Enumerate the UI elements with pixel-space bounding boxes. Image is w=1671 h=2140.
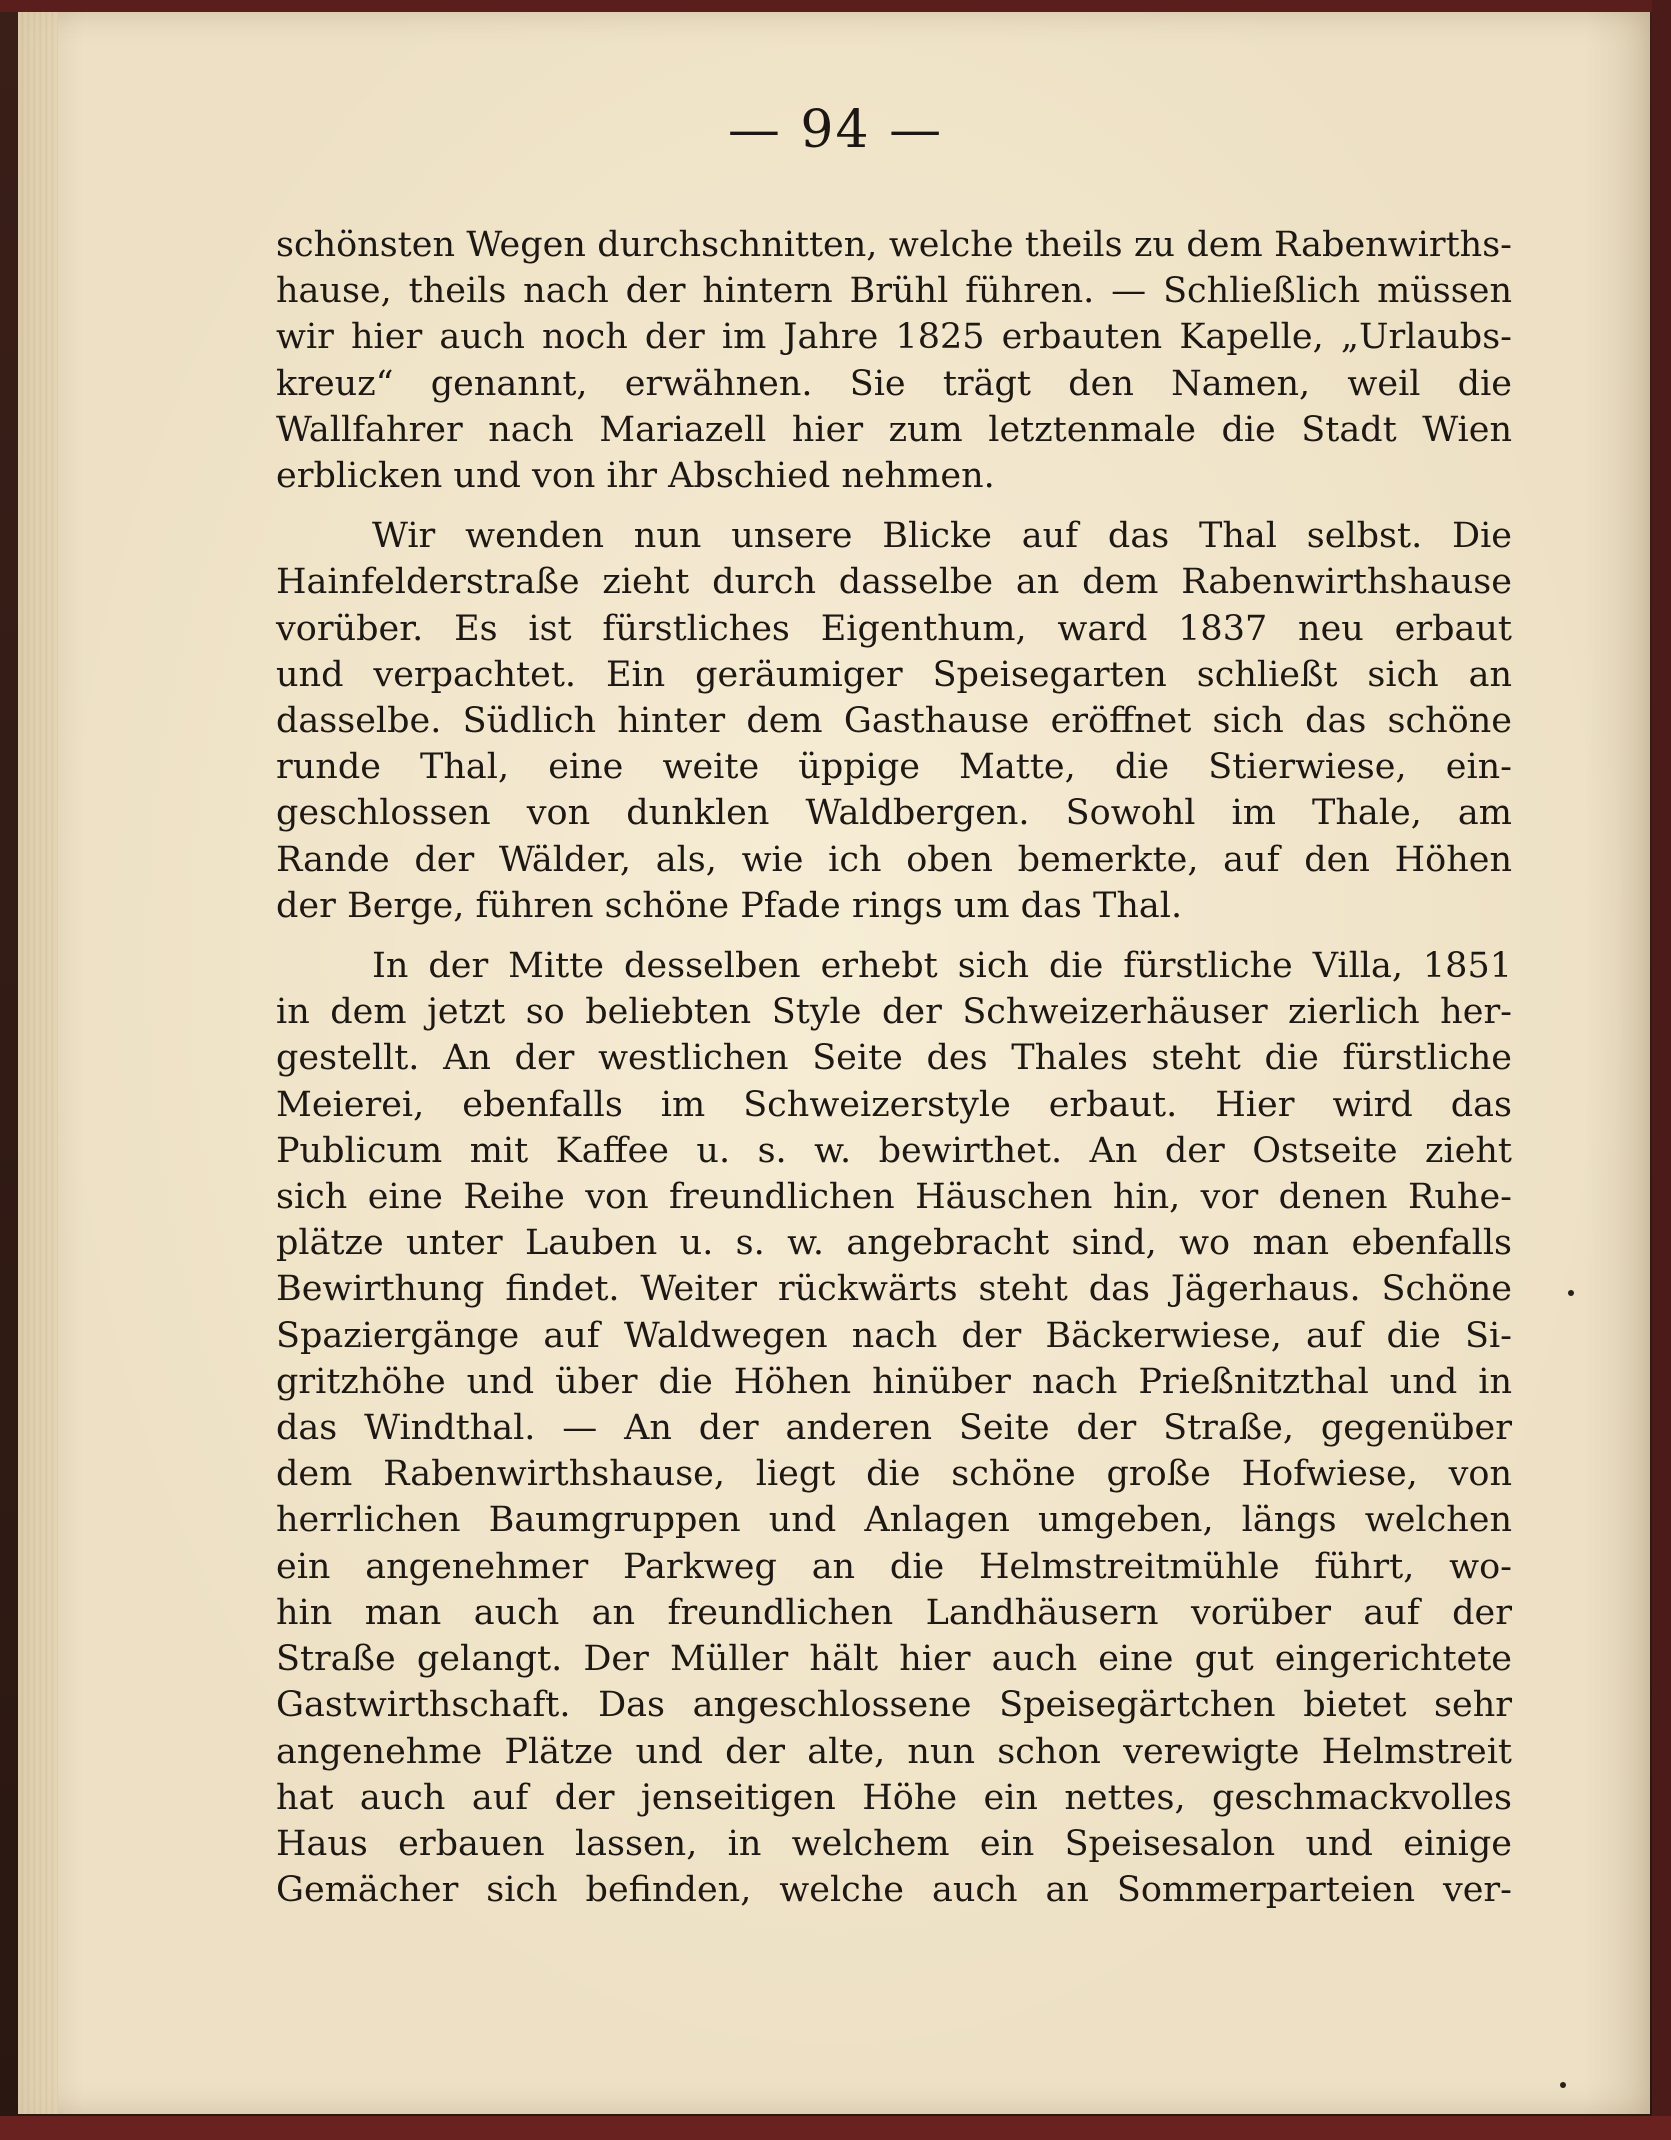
text-line: erblicken und von ihr Abschied nehmen. bbox=[276, 456, 995, 497]
page-gutter bbox=[18, 12, 58, 2114]
page-body-text bbox=[276, 222, 1512, 1913]
text-line: das Windthal. — An der anderen Seite der Straße, gegenüber bbox=[276, 1408, 1512, 1449]
text-line: Publicum mit Kaffee u. s. w. bewirthet. An der Ostseite zieht bbox=[276, 1130, 1512, 1171]
text-line: Haus erbauen lassen, in welchem ein Speisesalon und einige bbox=[276, 1823, 1512, 1864]
page-number: — 94 — bbox=[727, 100, 944, 160]
text-line: wir hier auch noch der im Jahre 1825 erbauten Kapelle, „Urlaubs- bbox=[276, 317, 1512, 358]
paragraph-2 bbox=[276, 513, 1512, 929]
cover-edge-right bbox=[1652, 0, 1671, 2140]
text-line: ein angenehmer Parkweg an die Helmstreitmühle führt, wo- bbox=[276, 1546, 1512, 1587]
text-line: kreuz“ genannt, erwähnen. Sie trägt den Namen, weil die bbox=[276, 363, 1512, 404]
text-line: Bewirthung findet. Weiter rückwärts steht das Jägerhaus. Schöne bbox=[276, 1269, 1512, 1310]
text-line: Rande der Wälder, als, wie ich oben bemerkte, auf den Höhen bbox=[276, 839, 1512, 880]
text-line: herrlichen Baumgruppen und Anlagen umgeben, längs welchen bbox=[276, 1500, 1512, 1541]
text-line: angenehme Plätze und der alte, nun schon verewigte Helmstreit bbox=[276, 1731, 1512, 1772]
text-line: Gemächer sich befinden, welche auch an Sommerparteien ver- bbox=[276, 1870, 1512, 1911]
text-line: Gastwirthschaft. Das angeschlossene Speisegärtchen bietet sehr bbox=[276, 1685, 1512, 1726]
paragraph-1 bbox=[276, 222, 1512, 499]
text-line: hause, theils nach der hintern Brühl führen. — Schließlich müssen bbox=[276, 271, 1512, 312]
text-line: Spaziergänge auf Waldwegen nach der Bäckerwiese, auf die Si- bbox=[276, 1315, 1512, 1356]
text-line: hat auch auf der jenseitigen Höhe ein nettes, geschmackvolles bbox=[276, 1777, 1512, 1818]
text-line: der Berge, führen schöne Pfade rings um das Thal. bbox=[276, 885, 1183, 926]
text-line: gestellt. An der westlichen Seite des Thales steht die fürstliche bbox=[276, 1038, 1512, 1079]
text-line: vorüber. Es ist fürstliches Eigenthum, ward 1837 neu erbaut bbox=[276, 608, 1512, 649]
text-line: geschlossen von dunklen Waldbergen. Sowohl im Thale, am bbox=[276, 793, 1512, 834]
text-line: Meierei, ebenfalls im Schweizerstyle erbaut. Hier wird das bbox=[276, 1084, 1512, 1125]
text-line: sich eine Reihe von freundlichen Häuschen hin, vor denen Ruhe- bbox=[276, 1177, 1512, 1218]
text-line: schönsten Wegen durchschnitten, welche theils zu dem Rabenwirths- bbox=[276, 225, 1512, 265]
paper-speck bbox=[1560, 2082, 1566, 2088]
text-line: plätze unter Lauben u. s. w. angebracht sind, wo man ebenfalls bbox=[276, 1223, 1512, 1264]
text-line: Wir wenden nun unsere Blicke auf das Thal selbst. Die bbox=[372, 516, 1512, 557]
text-line: Wallfahrer nach Mariazell hier zum letztenmale die Stadt Wien bbox=[276, 409, 1512, 450]
text-line: gritzhöhe und über die Höhen hinüber nach Prießnitzthal und in bbox=[276, 1361, 1512, 1402]
text-line: und verpachtet. Ein geräumiger Speisegarten schließt sich an bbox=[276, 654, 1512, 695]
text-line: Hainfelderstraße zieht durch dasselbe an dem Rabenwirthshause bbox=[276, 562, 1512, 603]
cover-edge-bottom bbox=[0, 2116, 1671, 2140]
text-line: runde Thal, eine weite üppige Matte, die Stierwiese, ein- bbox=[276, 747, 1512, 788]
text-line: hin man auch an freundlichen Landhäusern vorüber auf der bbox=[276, 1592, 1512, 1633]
text-line: In der Mitte desselben erhebt sich die fürstliche Villa, 1851 bbox=[372, 946, 1512, 987]
text-line: dem Rabenwirthshause, liegt die schöne große Hofwiese, von bbox=[276, 1454, 1512, 1495]
paper-speck bbox=[1568, 1290, 1574, 1296]
text-line: Straße gelangt. Der Müller hält hier auch eine gut eingerichtete bbox=[276, 1639, 1512, 1680]
cover-edge-top bbox=[0, 0, 1671, 12]
paragraph-3 bbox=[276, 943, 1512, 1913]
text-line: in dem jetzt so beliebten Style der Schweizerhäuser zierlich her- bbox=[276, 992, 1512, 1033]
text-line: dasselbe. Südlich hinter dem Gasthause eröffnet sich das schöne bbox=[276, 701, 1512, 742]
